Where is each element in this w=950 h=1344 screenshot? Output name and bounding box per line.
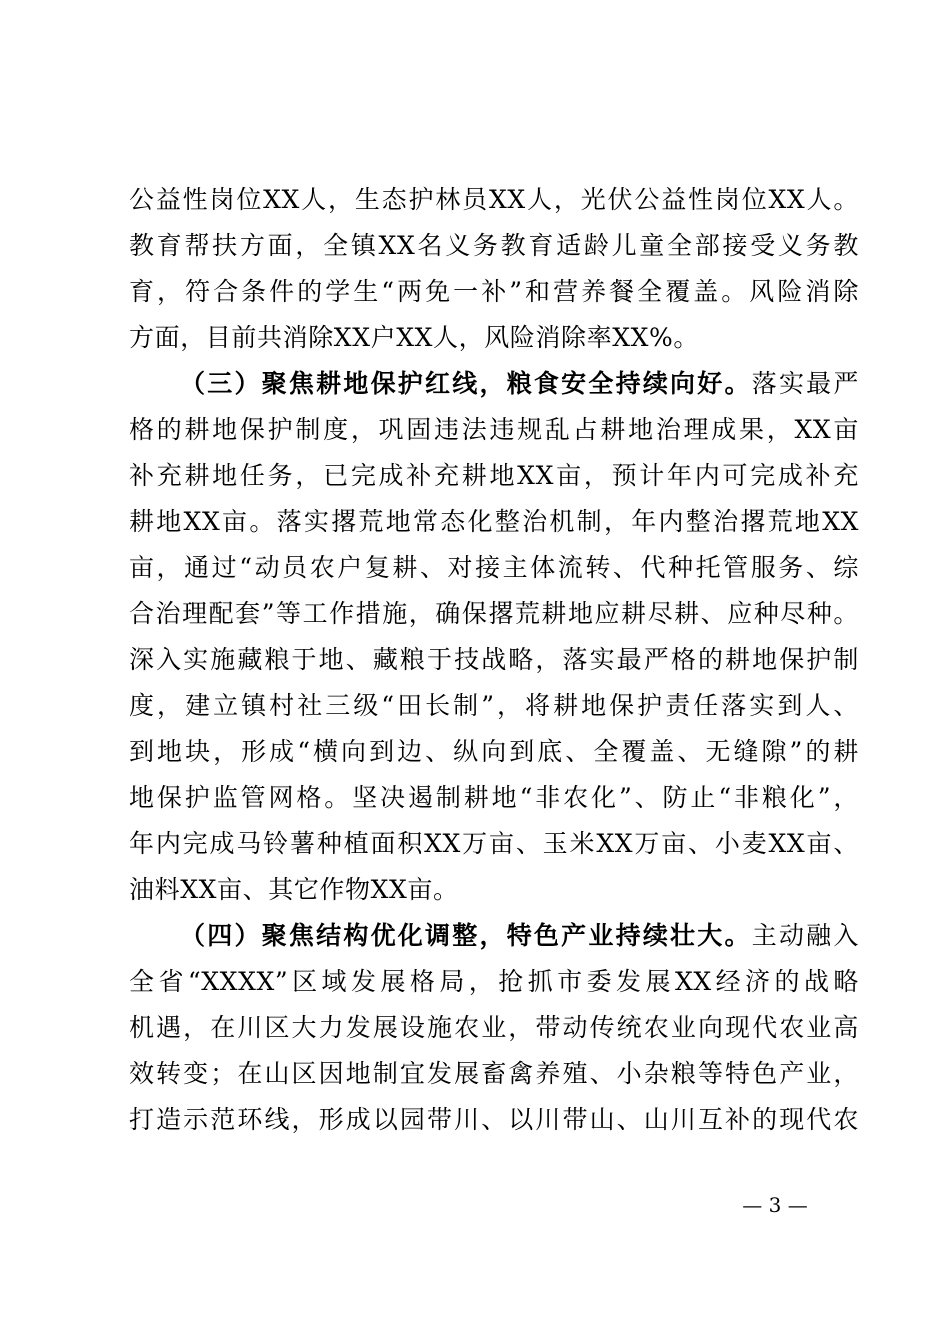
paragraph-line: 到地块，形成“横向到边、纵向到底、全覆盖、无缝隙”的耕 bbox=[129, 737, 859, 766]
paragraph-line: 打造示范环线，形成以园带川、以川带山、山川互补的现代农 bbox=[129, 1105, 859, 1134]
paragraph-line: 效转变；在山区因地制宜发展畜禽养殖、小杂粮等特色产业， bbox=[129, 1059, 859, 1088]
paragraph-line: 全省“XXXX”区域发展格局，抢抓市委发展XX经济的战略 bbox=[129, 967, 859, 996]
section-3-heading: （三）聚焦耕地保护红线，粮食安全持续向好。 bbox=[180, 369, 752, 398]
section-4-lead-text: 主动融入 bbox=[751, 921, 859, 950]
paragraph-line: 机遇，在川区大力发展设施农业，带动传统农业向现代农业高 bbox=[129, 1013, 859, 1042]
paragraph-line: 补充耕地任务，已完成补充耕地XX亩，预计年内可完成补充 bbox=[129, 461, 859, 490]
paragraph-line: 耕地XX亩。落实撂荒地常态化整治机制，年内整治撂荒地XX bbox=[129, 507, 859, 536]
paragraph-line: 亩，通过“动员农户复耕、对接主体流转、代种托管服务、综 bbox=[129, 553, 859, 582]
paragraph-line: 油料XX亩、其它作物XX亩。 bbox=[129, 875, 459, 904]
paragraph-line: 格的耕地保护制度，巩固违法违规乱占耕地治理成果，XX亩 bbox=[129, 415, 859, 444]
paragraph-line: 方面，目前共消除XX户XX人，风险消除率XX%。 bbox=[129, 323, 699, 352]
section-3-lead-text: 落实最严 bbox=[751, 369, 859, 398]
paragraph-line: 度，建立镇村社三级“田长制”，将耕地保护责任落实到人、 bbox=[129, 691, 859, 720]
paragraph-line: 年内完成马铃薯种植面积XX万亩、玉米XX万亩、小麦XX亩、 bbox=[129, 829, 859, 858]
section-4-first-line bbox=[180, 915, 859, 957]
page-number: — 3 — bbox=[742, 1193, 808, 1217]
paragraph-line: 育，符合条件的学生“两免一补”和营养餐全覆盖。风险消除 bbox=[129, 277, 859, 306]
paragraph-line: 深入实施藏粮于地、藏粮于技战略，落实最严格的耕地保护制 bbox=[129, 645, 859, 674]
paragraph-line: 教育帮扶方面，全镇XX名义务教育适龄儿童全部接受义务教 bbox=[129, 231, 859, 260]
section-3-first-line bbox=[180, 363, 859, 405]
paragraph-line: 公益性岗位XX人，生态护林员XX人，光伏公益性岗位XX人。 bbox=[129, 185, 859, 214]
paragraph-line: 合治理配套”等工作措施，确保撂荒耕地应耕尽耕、应种尽种。 bbox=[129, 599, 859, 628]
paragraph-line: 地保护监管网格。坚决遏制耕地“非农化”、防止“非粮化”， bbox=[129, 783, 859, 812]
section-4-heading: （四）聚焦结构优化调整，特色产业持续壮大。 bbox=[180, 921, 752, 950]
